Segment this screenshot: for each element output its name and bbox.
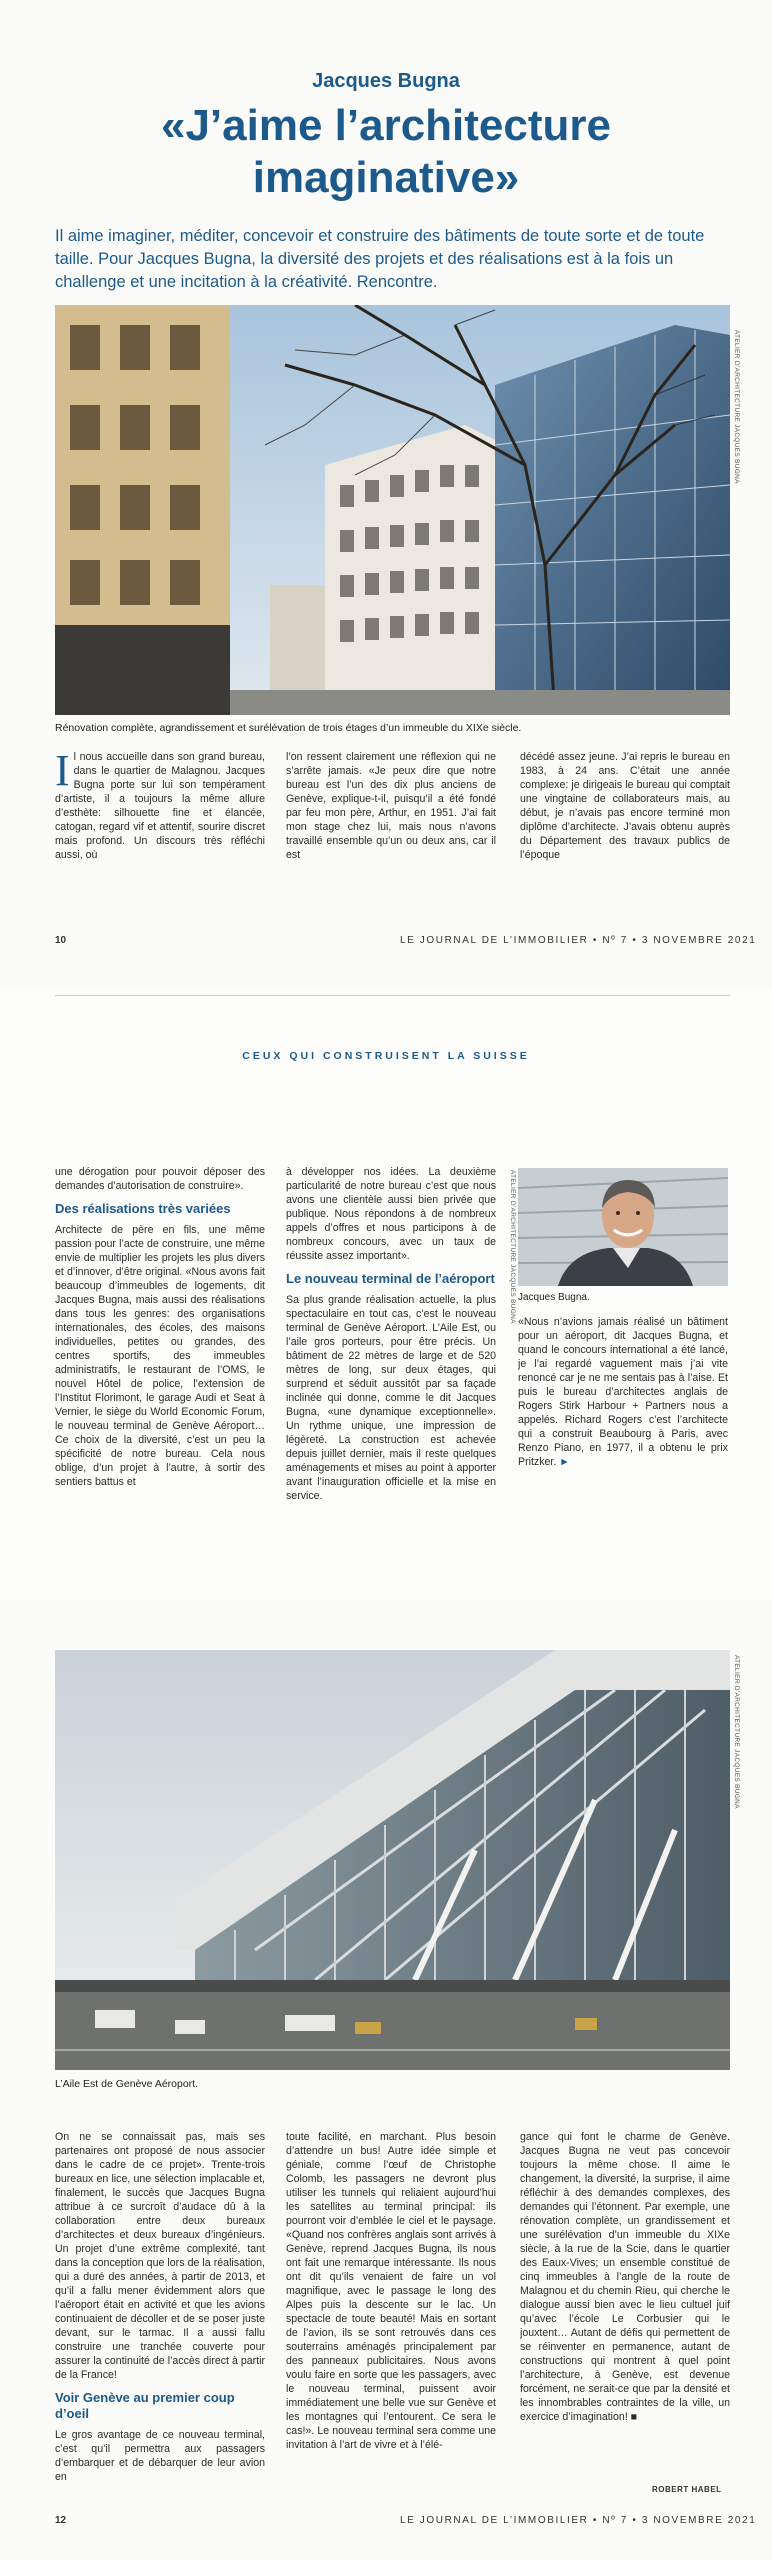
end-mark-icon: ■ [630, 2411, 638, 2423]
article-lead: Il aime imaginer, méditer, concevoir et construire des bâtiments de toute sorte et de toute taille. Pour Jacques Bugna, la diversité des projets et des réalisations est à la fois un challenge et une incitation à la créativité. Rencontre. [55, 227, 705, 291]
page-number: 12 [55, 2515, 67, 2526]
airport-photo [55, 1650, 730, 2070]
photo-credit: ATELIER D’ARCHITECTURE JACQUES BUGNA [733, 330, 740, 484]
section-kicker: CEUX QUI CONSTRUISENT LA SUISSE [242, 1050, 530, 1062]
page-10 [0, 0, 772, 990]
article-column-1: On ne se connaissait pas, mais ses partenaires ont proposé de nous associer dans le cadre de ce projet». Trente-trois bureaux en lice, une sélection implacable et, finalement, le succès que Jacques Bugna attribue à ce surcroît d’audace dû à la collaboration entre deux bureaux d’architectes et deux bureaux d’ingénieurs. Un projet d’une extrême complexité, tant dans la conception que lors de la réalisation, qui a duré des années, à partir de 2013, et qu’il a fallu mener évidemment alors que l’aéroport était en activité et que les avions continuaient de décoller et de se poser juste devant, sur le tarmac. Il a aussi fallu construire une tranchée couverte pour assurer la continuité de l’accès direct à partir de la France! Voir Genève au premier coup d’oeil Le gros avantage de ce nouveau terminal, c’est qu’il permettra aux passagers d’embarquer et de débarquer de leur avion en [55, 2131, 265, 2483]
page-footer: LE JOURNAL DE L’IMMOBILIER • Nº 7 • 3 NOVEMBRE 2021 [400, 935, 757, 946]
subheading-varied-projects: Des réalisations très variées [55, 1201, 231, 1216]
subheading-new-terminal: Le nouveau terminal de l’aéroport [286, 1271, 495, 1286]
continue-arrow-icon: ► [559, 1456, 570, 1468]
article-column-2: à développer nos idées. La deuxième particularité de notre bureau c’est que nous avons une clientèle aussi bien privée que publique. Nous répondons à de nombreux appels d’offres et nous participons à de nombreux concours, avec un taux de réussite assez important». Le nouveau terminal de l’aéroport Sa plus grande réalisation actuelle, la plus spectaculaire en tout cas, c’est le nouveau terminal de Genève Aéroport. L’Aile Est, ou l’aile gros porteurs, pour être précis. Un bâtiment de 22 mètres de large et de 520 mètres de long, sur deux étages, qui surprend et séduit aussitôt par sa façade inclinée qui donne, comme le dit Jacques Bugna, «une dynamique exceptionnelle». Un rythme unique, une impression de légèreté. La construction est achevée depuis juillet dernier, mais il reste quelques aménagements et mises au point à apporter avant l’inauguration officielle et la mise en service. [286, 1166, 496, 1502]
portrait-photo [518, 1168, 728, 1286]
jacques-bugna-portrait [518, 1168, 728, 1286]
article-headline: «J’aime l’architecture imaginative» [160, 101, 611, 202]
photo-caption: L’Aile Est de Genève Aéroport. [55, 2078, 199, 2090]
page-number: 10 [55, 935, 67, 946]
renovated-building-image [55, 305, 730, 715]
portrait-credit: ATELIER D’ARCHITECTURE JACQUES BUGNA [509, 1170, 516, 1324]
article-column-1: une dérogation pour pouvoir déposer des demandes d’autorisation de construire». Des réalisations très variées Architecte de père en fils, une même passion pour l’acte de construire, une même envie de multiplier les projets les plus divers et d’innover, d’être original. «Nous avons fait beaucoup d’immeubles de logements, dit Jacques Bugna, mais aussi des réalisations dans tous les genres: des organisations internationales, des écoles, des maisons individuelles, petites ou grandes, des centres sportifs, des immeubles administratifs, le restaurant de l’OMS, le nouvel Hôtel de police, l’extension de l’Institut Florimont, le garage Audi et Seat à Vernier, le siège du World Economic Forum, le nouveau terminal de Genève Aéroport… Ce choix de la diversité, c’est un peu la spécificité de notre bureau. Cela nous oblige, d’un projet à l’autre, à sortir des sentiers battus et [55, 1166, 265, 1488]
page-12 [0, 1600, 772, 2560]
article-column-3: gance qui font le charme de Genève. Jacques Bugna ne veut pas concevoir toujours la même chose. Il aime le changement, la diversité, la surprise, il aime réfléchir à des demandes complexes, des demandes qui l’étonnent. Par exemple, une rénovation complète, un grandissement et une surélévation d’un immeuble du XIXe siècle, à la rue de la Scie, dans le quartier des Eaux-Vives; un ensemble constitué de cinq immeubles à l’angle de la route de Malagnou et du chemin Rieu, qui cherche le dialogue aussi bien avec le lieu cultuel juif qu’avec l’école Le Corbusier qui le jouxtent… Autant de défis qui permettent de se réinventer en permanence, autant de constructions qui montrent à quel point l’architecture, à Genève, est devenue forcément, ne serait-ce que par la densité et les innombrables contraintes de la ville, un exercice d’imagination! ■ [520, 2131, 730, 2423]
subheading-view-geneva: Voir Genève au premier coup d’oeil [55, 2390, 235, 2421]
portrait-caption: Jacques Bugna. [518, 1292, 590, 1303]
author-name: Jacques Bugna [312, 70, 460, 92]
building-photo [55, 305, 730, 715]
page-footer: LE JOURNAL DE L’IMMOBILIER • Nº 7 • 3 NOVEMBRE 2021 [400, 2515, 757, 2526]
article-column-3: décédé assez jeune. J’ai repris le bureau en 1983, à 24 ans. C’était une année complexe: je dirigeais le bureau qui comptait une vingtaine de collaborateurs mais, au début, je n’avais pas encore terminé mon diplôme d’architecte. J’avais obtenu auprès du Département des travaux publics de l’époque [520, 751, 730, 861]
drop-cap: I [55, 750, 70, 795]
photo-credit: ATELIER D’ARCHITECTURE JACQUES BUGNA [733, 1655, 740, 1809]
page-11 [0, 990, 772, 1600]
article-column-3: «Nous n’avions jamais réalisé un bâtiment pour un aéroport, dit Jacques Bugna, et quand le concours international a été lancé, je l’ai regardé vaguement mais j’ai vite renoncé car je ne me sentais pas à l’aise. Et puis le bureau d’architectes anglais de Rogers Stirk Harbour + Partners nous a appelés. Richard Rogers c’est l’architecte qui a construit Beaubourg à Paris, avec Renzo Piano, en 1977, il a obtenu le prix Pritzker. ► [518, 1316, 728, 1468]
article-column-1: Il nous accueille dans son grand bureau, dans le quartier de Malagnou. Jacques Bugna porte sur lui son tempérament d’artiste, il a toujours la même allure d’esthète: silhouette fine et élancée, catogan, regard vif et attentif, sourire discret mais profond. Un discours très réfléchi aussi, où [55, 750, 265, 861]
author-byline: ROBERT HABEL [652, 2485, 722, 2494]
photo-caption: Rénovation complète, agrandissement et surélévation de trois étages d’un immeuble du XIXe siècle. [55, 722, 522, 734]
airport-east-wing-image [55, 1650, 730, 2070]
article-column-2: toute facilité, en marchant. Plus besoin d’attendre un bus! Autre idée simple et géniale, comme l’œuf de Christophe Colomb, les passagers ne devront plus utiliser les tunnels qui reliaient aujourd’hui les satellites au terminal principal: ils pourront voir d’emblée le ciel et le paysage. «Quand nos confrères anglais sont arrivés à Genève, reprend Jacques Bugna, ils nous ont fait une remarque intéressante. Ils nous ont dit qu’ils venaient de faire un vol magnifique, avec le passage le long des Alpes puis la descente sur le lac. Un spectacle de toute beauté! Mais en sortant de l’avion, ils se sont retrouvés dans ces souterrains aménagés principalement par des panneaux publicitaires. Nous avons voulu faire en sorte que les passagers, avec le nouveau terminal, puissent avoir immédiatement une belle vue sur Genève et les montagnes qui l’entourent. Ce sera le cas!». Le nouveau terminal sera comme une invitation à l’art de vivre et à l’élé- [286, 2131, 496, 2451]
page-divider [55, 995, 730, 996]
article-column-2: l’on ressent clairement une réflexion qui ne s’arrête jamais. «Je peux dire que notre bureau est l’un des dix plus anciens de Genève, explique-t-il, puisqu’il a été fondé par feu mon père, Arthur, en 1951. J’ai fait mon stage chez lui, mais nous n’avons travaillé ensemble qu’un ou deux ans, car il est [286, 751, 496, 861]
